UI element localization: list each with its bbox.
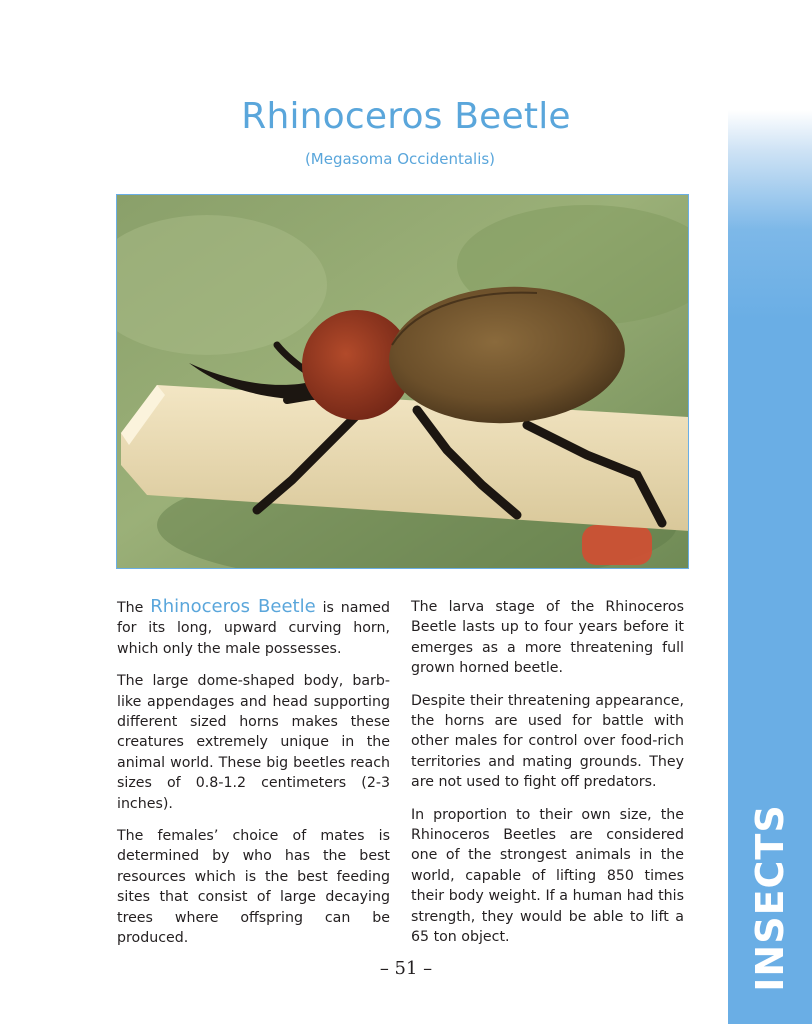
- beetle-photo: [116, 194, 689, 569]
- left-paragraph-1: [117, 597, 390, 659]
- page-title: Rhinoceros Beetle: [241, 96, 571, 137]
- right-column: [411, 597, 684, 960]
- right-paragraph-1: The larva stage of the Rhinoceros Beetle lasts up to four years before it emerges as a more threatening full grown horned beetle.: [411, 599, 684, 677]
- page-subtitle: (Megasoma Occidentalis): [304, 150, 496, 168]
- right-paragraph-2: Despite their threatening appearance, the horns are used for battle with other males for control over food-rich territories and mating grounds. They are not used to fight off predators.: [411, 692, 684, 791]
- left-paragraph-3: The females’ choice of mates is determined by who has the best resources which is the best feeding sites that consist of large decaying trees where offspring can be produced.: [117, 828, 390, 947]
- left-paragraph-2: The large dome-shaped body, barb-like appendages and head supporting different sized horns makes these creatures extremely unique in the animal world. These big beetles reach sizes of 0.8-1.2 centimeters (2-3 inches).: [117, 673, 390, 812]
- right-paragraph-3: In proportion to their own size, the Rhinoceros Beetles are considered one of the strongest animals in the world, capable of lifting 850 times their body weight. If a human had this strength, they would be able to lift a 65 ton object.: [411, 806, 684, 946]
- p1-post: is named for its long, upward curving horn, which only the male possesses.: [117, 600, 391, 657]
- left-column: [117, 597, 390, 961]
- side-tab-label: INSECTS: [748, 804, 792, 992]
- highlight-term: Rhinoceros Beetle: [150, 596, 316, 617]
- page-number: – 51 –: [379, 958, 433, 979]
- p1-pre: The: [117, 600, 144, 616]
- beetle-illustration: [117, 195, 689, 569]
